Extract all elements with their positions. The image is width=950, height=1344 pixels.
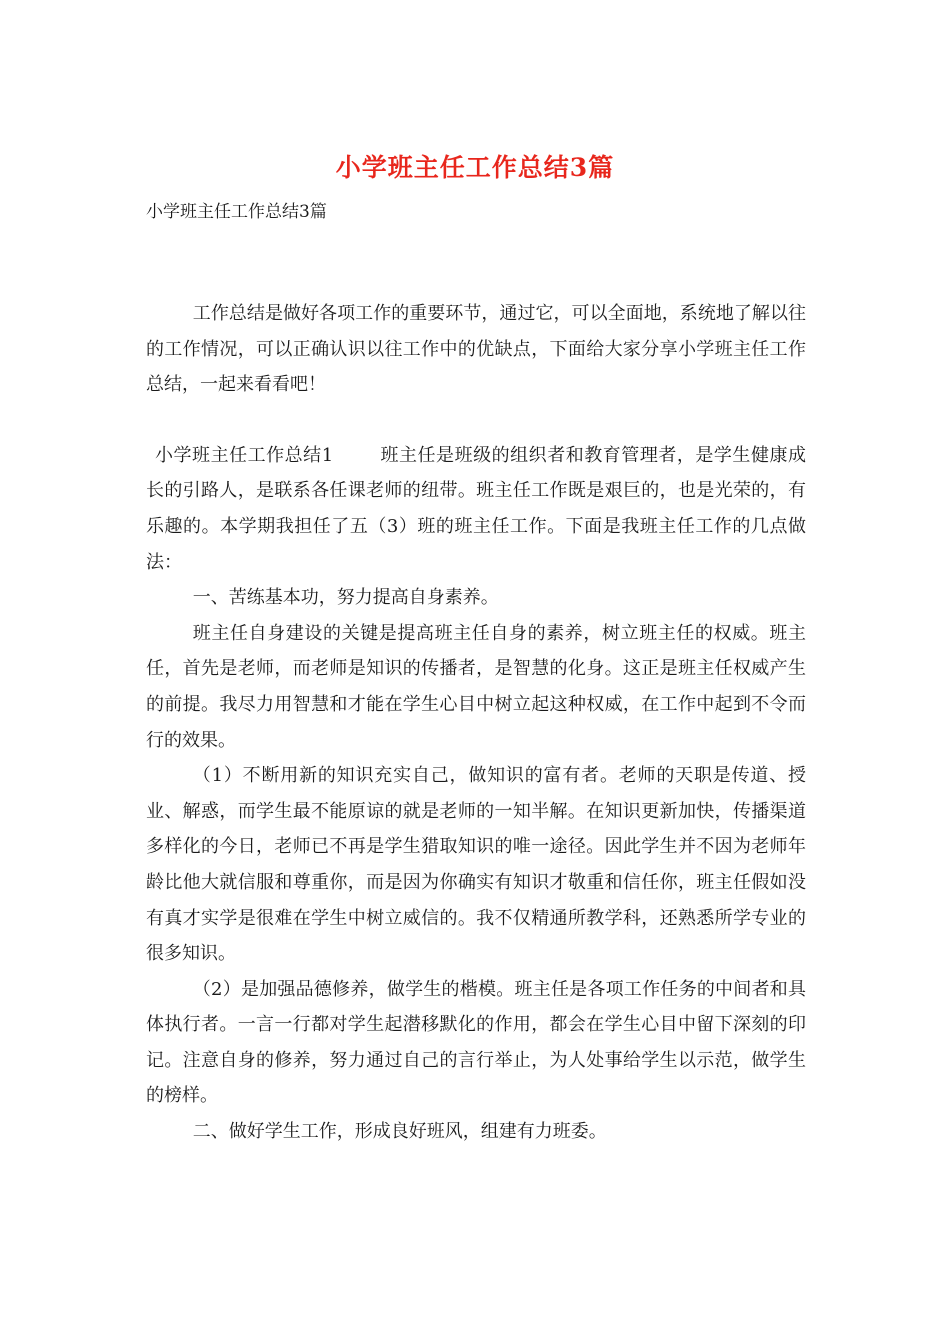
point-1-heading: 一、苦练基本功，努力提高自身素养。 (192, 587, 499, 609)
section-1-paragraph (146, 438, 806, 580)
sub-point-1-paragraph: （1）不断用新的知识充实自己，做知识的富有者。老师的天职是传道、授业、解惑，而学生最不能原谅的就是老师的一知半解。在知识更新加快，传播渠道多样化的今日，老师已不再是学生猎取知识的唯一途径。因此学生并不因为老师年龄比他大就信服和尊重你，而是因为你确实有知识才敬重和信任你，班主任假如没有真才实学是很难在学生中树立威信的。我不仅精通所教学科，还熟悉所学专业的很多知识。 (146, 765, 806, 965)
intro-paragraph: 工作总结是做好各项工作的重要环节，通过它，可以全面地，系统地了解以往的工作情况，可以正确认识以往工作中的优缺点，下面给大家分享小学班主任工作总结，一起来看看吧！ (146, 303, 806, 396)
document-body (146, 296, 806, 1150)
sub-point-2-paragraph: （2）是加强品德修养，做学生的楷模。班主任是各项工作任务的中间者和具体执行者。一言一行都对学生起潜移默化的作用，都会在学生心目中留下深刻的印记。注意自身的修养，努力通过自己的言行举止，为人处事给学生以示范，做学生的榜样。 (146, 978, 806, 1107)
document-title: 小学班主任工作总结3篇 (335, 153, 615, 182)
point-2-heading: 二、做好学生工作，形成良好班风，组建有力班委。 (192, 1121, 607, 1143)
point-1-paragraph: 班主任自身建设的关键是提高班主任自身的素养，树立班主任的权威。班主任，首先是老师，而老师是知识的传播者，是智慧的化身。这正是班主任权威产生的前提。我尽力用智慧和才能在学生心目中树立起这种权威，在工作中起到不令而行的效果。 (146, 622, 806, 751)
section-1-heading: 小学班主任工作总结1 (155, 444, 334, 466)
document-subtitle: 小学班主任工作总结3篇 (146, 202, 327, 222)
section-1-text: 班主任是班级的组织者和教育管理者，是学生健康成长的引路人，是联系各任课老师的纽带。班主任工作既是艰巨的，也是光荣的，有乐趣的。本学期我担任了五（3）班的班主任工作。下面是我班主任工作的几点做法： (146, 444, 807, 573)
